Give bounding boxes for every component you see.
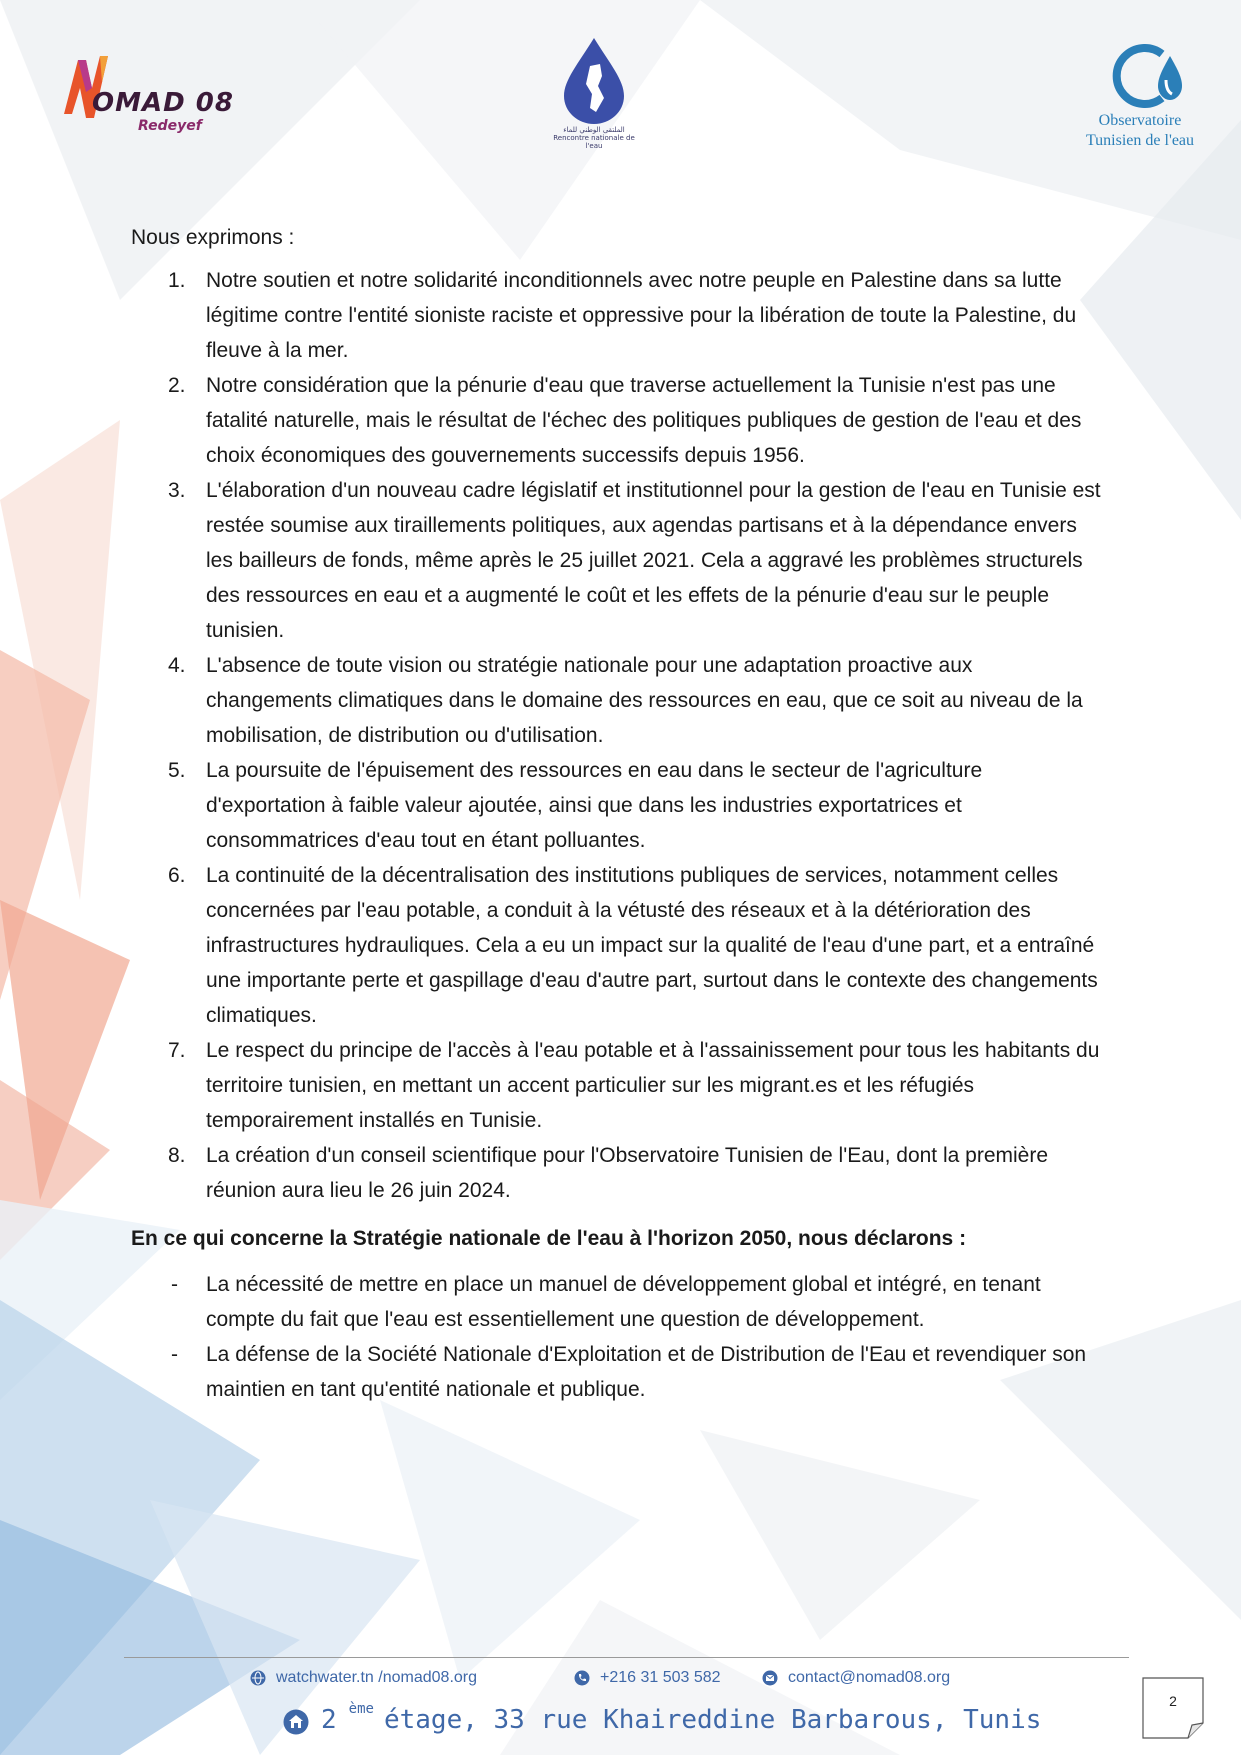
footer-web-text[interactable]: watchwater.tn /nomad08.org	[276, 1669, 478, 1686]
list-item	[131, 1267, 1101, 1337]
list-item	[131, 1033, 1101, 1138]
section-heading: En ce qui concerne la Stratégie nationale de l'eau à l'horizon 2050, nous déclarons :	[131, 1227, 967, 1250]
footer-address	[283, 1701, 1042, 1735]
item-text: Notre considération que la pénurie d'eau que traverse actuellement la Tunisie n'est pas une fatalité naturelle, mais le résultat de l'échec des politiques publiques de gestion de l'eau et des choix économiques des gouvernements successifs depuis 1956.	[206, 374, 1082, 467]
footer-divider	[124, 1657, 1129, 1658]
list-item	[131, 263, 1101, 368]
item-text: La continuité de la décentralisation des institutions publiques de services, notamment celles concernées par l'eau potable, a conduit à la vétusté des réseaux et à la détérioration des infrastructures hydrauliques. Cela a eu un impact sur la qualité de l'eau d'une part, et a entraîné une importante perte et gaspillage d'eau d'autre part, surtout dans le contexte des changements climatiques.	[206, 864, 1098, 1027]
item-text: L'absence de toute vision ou stratégie nationale pour une adaptation proactive aux changements climatiques dans le domaine des ressources en eau, que ce soit au niveau de la mobilisation, de distribution ou d'utilisation.	[206, 654, 1083, 747]
item-text: Notre soutien et notre solidarité inconditionnels avec notre peuple en Palestine dans sa lutte légitime contre l'entité sioniste raciste et oppressive pour la libération de toute la Palestine, du fleuve à la mer.	[206, 269, 1077, 362]
list-item	[131, 753, 1101, 858]
item-dash: -	[171, 1273, 178, 1296]
item-number: 2.	[168, 374, 186, 397]
item-text: La création d'un conseil scientifique pour l'Observatoire Tunisien de l'Eau, dont la première réunion aura lieu le 26 juin 2024.	[206, 1144, 1049, 1202]
footer-email-text[interactable]: contact@nomad08.org	[788, 1669, 951, 1686]
nomad-sub-text: Redeyef	[138, 118, 202, 134]
observatoire-line2: Tunisien de l'eau	[1085, 132, 1195, 149]
item-text: La défense de la Société Nationale d'Exploitation et de Distribution de l'Eau et revendiquer son maintien en tant qu'entité nationale et publique.	[206, 1343, 1087, 1401]
list-item	[131, 648, 1101, 753]
water-drop-circle-logo-icon	[1070, 40, 1210, 112]
globe-icon	[250, 1670, 266, 1686]
home-icon	[283, 1709, 309, 1735]
list-item	[131, 368, 1101, 473]
nomad08-logo	[56, 52, 246, 142]
list-item	[131, 473, 1101, 648]
item-number: 3.	[168, 479, 186, 502]
footer-email[interactable]	[762, 1669, 950, 1687]
item-number: 7.	[168, 1039, 186, 1062]
item-number: 6.	[168, 864, 186, 887]
item-number: 5.	[168, 759, 186, 782]
intro-text: Nous exprimons :	[131, 226, 295, 249]
phone-icon	[574, 1670, 590, 1686]
item-text: La nécessité de mettre en place un manuel de développement global et intégré, en tenant compte du fait que l'eau est essentiellement une question de développement.	[206, 1273, 1041, 1331]
observatoire-line1: Observatoire	[1098, 112, 1182, 129]
observatoire-logo	[1070, 40, 1210, 150]
list-item	[131, 1138, 1101, 1208]
nomad-brand-text: OMAD 08	[92, 88, 234, 118]
document-body	[131, 220, 1101, 1407]
envelope-icon	[762, 1670, 778, 1686]
center-logo-caption: الملتقى الوطني للماء Rencontre nationale de l'eau	[553, 126, 635, 150]
declarations-list	[131, 1267, 1101, 1407]
footer-phone[interactable]	[574, 1669, 721, 1687]
item-number: 8.	[168, 1144, 186, 1167]
list-item	[131, 858, 1101, 1033]
numbered-points-list	[131, 263, 1101, 1208]
item-number: 1.	[168, 269, 186, 292]
page-number-box	[1142, 1677, 1204, 1739]
page-number: 2	[1169, 1693, 1177, 1709]
footer-phone-text[interactable]: +216 31 503 582	[600, 1669, 721, 1686]
item-text: L'élaboration d'un nouveau cadre législatif et institutionnel pour la gestion de l'eau en Tunisie est restée soumise aux tiraillements politiques, aux agendas partisans et à la dépendance envers les bailleurs de fonds, même après le 25 juillet 2021. Cela a aggravé les problèmes structurels des ressources en eau et a augmenté le coût et les effets de la pénurie d'eau sur le peuple tunisien.	[206, 479, 1101, 642]
rencontre-nationale-logo	[548, 36, 640, 150]
address-text: étage, 33 rue Khaireddine Barbarous, Tunis	[383, 1705, 1042, 1735]
address-floor-number: 2	[321, 1705, 337, 1735]
item-dash: -	[171, 1343, 178, 1366]
address-floor-suffix: ème	[348, 1701, 374, 1717]
footer-web[interactable]	[250, 1669, 477, 1687]
item-text: La poursuite de l'épuisement des ressources en eau dans le secteur de l'agriculture d'exportation à faible valeur ajoutée, ainsi que dans les industries exportatrices et consommatrices d'eau tout en étant polluantes.	[206, 759, 983, 852]
item-number: 4.	[168, 654, 186, 677]
item-text: Le respect du principe de l'accès à l'eau potable et à l'assainissement pour tous les habitants du territoire tunisien, en mettant un accent particulier sur les migrant.es et les réfugiés temporairement installés en Tunisie.	[206, 1039, 1100, 1132]
water-drop-tunisia-map-logo-icon	[548, 36, 640, 126]
list-item	[131, 1337, 1101, 1407]
